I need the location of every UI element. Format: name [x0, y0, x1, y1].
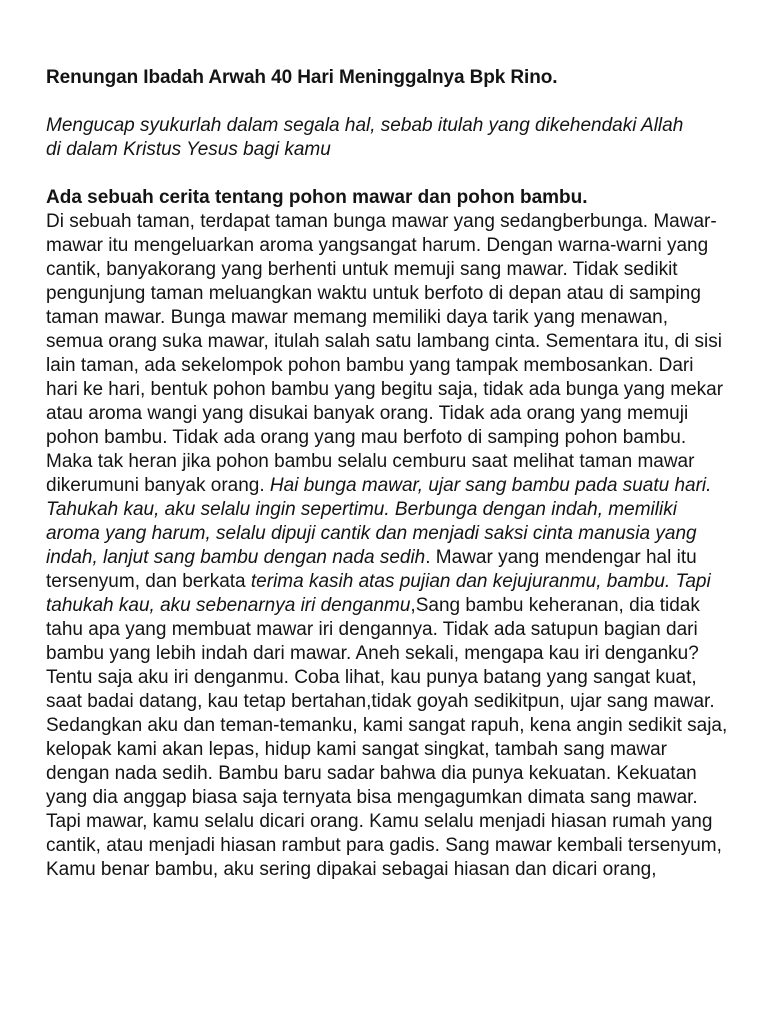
bible-verse — [46, 114, 728, 162]
story-segment-3: . Mawar yang mendengar hal itu tersenyum, dan berkata — [46, 547, 697, 592]
story-heading: Ada sebuah cerita tentang pohon mawar dan pohon bambu. — [46, 187, 588, 208]
story-body — [46, 210, 728, 882]
verse-line-2: di dalam Kristus Yesus bagi kamu — [46, 139, 331, 160]
story-segment-4-italic: terima kasih atas pujian dan kejujuranmu, bambu. Tapi tahukah kau, aku sebenarnya iri denganmu — [46, 571, 711, 616]
story-segment-2-italic: Hai bunga mawar, ujar sang bambu pada suatu hari. Tahukah kau, aku selalu ingin sepertimu. Berbunga dengan indah, memiliki aroma yang harum, selalu dipuji cantik dan menjadi saksi cinta manusia yang indah, lanjut sang bambu dengan nada sedih — [46, 475, 712, 568]
verse-line-1: Mengucap syukurlah dalam segala hal, sebab itulah yang dikehendaki Allah — [46, 115, 684, 136]
story-segment-1: Di sebuah taman, terdapat taman bunga mawar yang sedangberbunga. Mawar-mawar itu mengeluarkan aroma yangsangat harum. Dengan warna-warni yang cantik, banyakorang yang berhenti untuk memuji sang mawar. Tidak sedikit pengunjung taman meluangkan waktu untuk berfoto di depan atau di samping taman mawar. Bunga mawar memang memiliki daya tarik yang menawan, semua orang suka mawar, itulah salah satu lambang cinta. Sementara itu, di sisi lain taman, ada sekelompok pohon bambu yang tampak membosankan. Dari hari ke hari, bentuk pohon bambu yang begitu saja, tidak ada bunga yang mekar atau aroma wangi yang disukai banyak orang. Tidak ada orang yang memuji pohon bambu. Tidak ada orang yang mau berfoto di samping pohon bambu. Maka tak heran jika pohon bambu selalu cemburu saat melihat taman mawar dikerumuni banyak orang. — [46, 211, 724, 496]
document-title: Renungan Ibadah Arwah 40 Hari Meninggalnya Bpk Rino. — [46, 67, 558, 88]
story-segment-5: ,Sang bambu keheranan, dia tidak tahu apa yang membuat mawar iri dengannya. Tidak ada satupun bagian dari bambu yang lebih indah dari mawar. Aneh sekali, mengapa kau iri denganku? Tentu saja aku iri denganmu. Coba lihat, kau punya batang yang sangat kuat, saat badai datang, kau tetap bertahan,tidak goyah sedikitpun, ujar sang mawar. Sedangkan aku dan teman-temanku, kami sangat rapuh, kena angin sedikit saja, kelopak kami akan lepas, hidup kami sangat singkat, tambah sang mawar dengan nada sedih. Bambu baru sadar bahwa dia punya kekuatan. Kekuatan yang dia anggap biasa saja ternyata bisa mengagumkan dimata sang mawar. Tapi mawar, kamu selalu dicari orang. Kamu selalu menjadi hiasan rumah yang cantik, atau menjadi hiasan rambut para gadis. Sang mawar kembali tersenyum, Kamu benar bambu, aku sering dipakai sebagai hiasan dan dicari orang, — [46, 595, 728, 880]
